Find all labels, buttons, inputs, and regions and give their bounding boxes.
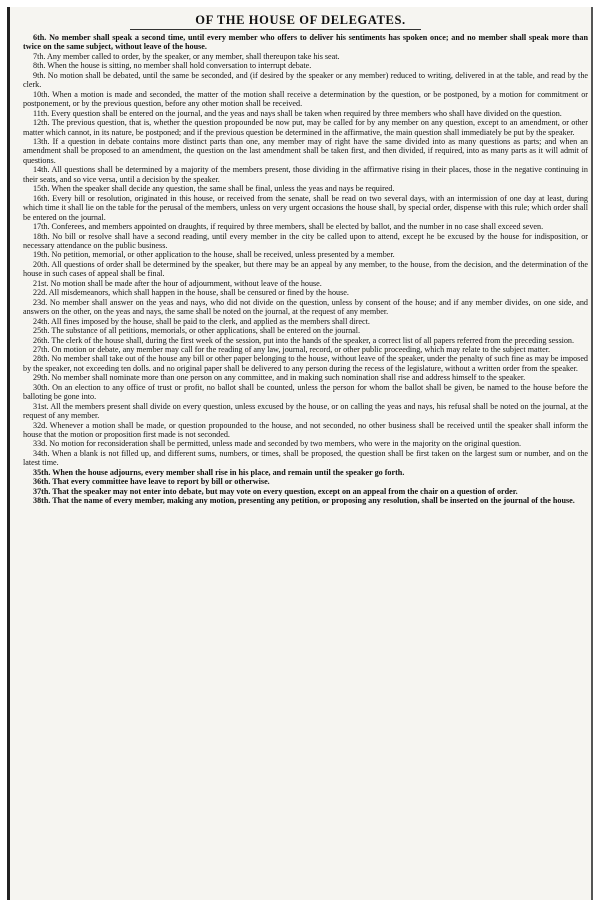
rule-paragraph: 35th. When the house adjourns, every member shall rise in his place, and remain until the speaker go forth. [33,467,405,477]
rule-paragraph: 34th. When a blank is not filled up, and different sums, numbers, or times, shall be proposed, the question shall be first taken on the largest sum or number, and on the latest time. [23,448,588,468]
rule-paragraph: 32d. Whenever a motion shall be made, or question propounded to the house, and not seconded, no other business shall be received until the speaker shall inform the house that the motion or proposition first made is not seconded. [23,420,588,440]
rule-paragraph: 18th. No bill or resolve shall have a second reading, until every member in the city be called upon to attend, except he be excused by the house for indisposition, or necessary attendance on the public business. [23,231,588,250]
rule-paragraph: 27th. On motion or debate, any member may call for the reading of any law, journal, record, or other public proceeding, which may relate to the subject matter. [33,344,551,354]
rule-paragraph: 8th. When the house is sitting, no member shall hold conversation to interrupt debate. [33,61,312,71]
rule-paragraph: 17th. Conferees, and members appointed on draughts, if required by three members, shall be elected by ballot, and the number in no case shall exceed seven. [33,222,544,232]
rule-paragraph: 37th. That the speaker may not enter into debate, but may vote on every question, except on an appeal from the chair on a question of order. [33,486,518,496]
rule-paragraph: 36th. That every committee have leave to report by bill or otherwise. [33,477,270,487]
rule-paragraph: 19th. No petition, memorial, or other application to the house, shall be received, unless presented by a member. [33,250,395,260]
rule-paragraph: 21st. No motion shall be made after the hour of adjournment, without leave of the house. [33,278,322,288]
rule-paragraph: 9th. No motion shall be debated, until the same be seconded, and (if desired by the speaker or any member) reduced to writing, delivered in at the table, and read by the clerk. [23,70,588,90]
title-rule [130,29,421,30]
document-page [7,7,593,900]
rule-paragraph: 38th. That the name of every member, making any motion, presenting any petition, or proposing any resolution, shall be inserted on the journal of the house. [33,496,575,506]
page-title: OF THE HOUSE OF DELEGATES. [195,13,406,27]
rule-paragraph: 10th. When a motion is made and seconded, the matter of the motion shall receive a determination by the question, or be postponed, by a motion for commitment or postponement, or by the previous question, before any other motion shall be received. [23,89,588,109]
rule-paragraph: 11th. Every question shall be entered on the journal, and the yeas and nays shall be taken when required by three members who shall have divided on the question. [33,108,562,118]
rule-paragraph: 7th. Any member called to order, by the speaker, or any member, shall thereupon take his seat. [33,51,340,61]
rule-paragraph: 33d. No motion for reconsideration shall be permitted, unless made and seconded by two members, who were in the majority on the original question. [33,439,522,449]
rule-paragraph: 12th. The previous question, that is, whether the question propounded be now put, may be called for by any member on any question, except to an amendment, or other matter which cannot, in its nature, be postponed; and if the previous question be determined in the affirmative, the main question shall immediately be put by the speaker. [23,118,588,137]
rule-paragraph: 22d. All misdemeanors, which shall happen in the house, shall be censured or fined by the house. [33,288,349,298]
rule-paragraph: 16th. Every bill or resolution, originated in this house, or received from the senate, shall be read on two several days, with an intermission of one day at least, during which time it shall lie on the table for the perusal of the members, unless on very urgent occasions the house shall, by special order, dispense with this rule; which order shall be entered on the journal. [23,193,588,222]
rule-paragraph: 31st. All the members present shall divide on every question, unless excused by the house, or on calling the yeas and nays, his refusal shall be noted on the journal, at the request of any member. [23,401,588,421]
rule-paragraph: 14th. All questions shall be determined by a majority of the members present, those dividing in the affirmative rising in their places, those in the negative continuing in their seats, and so vice versa, until a decision by the speaker. [23,165,588,184]
rule-paragraph: 26th. The clerk of the house shall, during the first week of the session, put into the hands of the speaker, a correct list of all papers referred from the preceding session. [33,335,575,345]
rule-paragraph: 6th. No member shall speak a second time, until every member who offers to deliver his sentiments has spoken once; and no member shall speak more than twice on the same subject, without leave of the house. [23,33,588,52]
rule-paragraph: 13th. If a question in debate contains more distinct parts than one, any member may of right have the same divided into as many questions as parts; and when an amendment shall be proposed to an amendment, the question on the last amendment shall be taken first, and then divided, if required, into as many parts as it will admit of questions. [23,136,588,165]
rule-paragraph: 23d. No member shall answer on the yeas and nays, who did not divide on the question, unless by consent of the house; and if any member divides, on one side, and answers on the other, on the yeas and nays, the same shall be noted on the journal, at the request of any member. [23,297,588,317]
rule-paragraph: 15th. When the speaker shall decide any question, the same shall be final, unless the yeas and nays be required. [33,184,395,194]
rule-paragraph: 29th. No member shall nominate more than one person on any committee, and in making such nomination shall rise and address himself to the speaker. [33,373,526,383]
rule-paragraph: 30th. On an election to any office of trust or profit, no ballot shall be counted, unless the person for whom the ballot shall be given, be named to the house before the balloting be gone into. [23,382,588,402]
rule-paragraph: 24th. All fines imposed by the house, shall be paid to the clerk, and applied as the members shall direct. [33,316,370,326]
rule-paragraph: 25th. The substance of all petitions, memorials, or other applications, shall be entered on the journal. [33,326,361,336]
rule-paragraph: 28th. No member shall take out of the house any bill or other paper belonging to the house, without leave of the speaker, under the penalty of such fine as may be imposed by the speaker, not exceeding ten dolls. and no original paper shall be delivered to any person during the recess of the legislature, without a written order from the speaker. [23,354,588,373]
rules-list [10,33,591,506]
rule-paragraph: 20th. All questions of order shall be determined by the speaker, but there may be an appeal by any member, to the house, from the decision, and the determination of the house in such cases of appeal shall be final. [23,259,588,279]
